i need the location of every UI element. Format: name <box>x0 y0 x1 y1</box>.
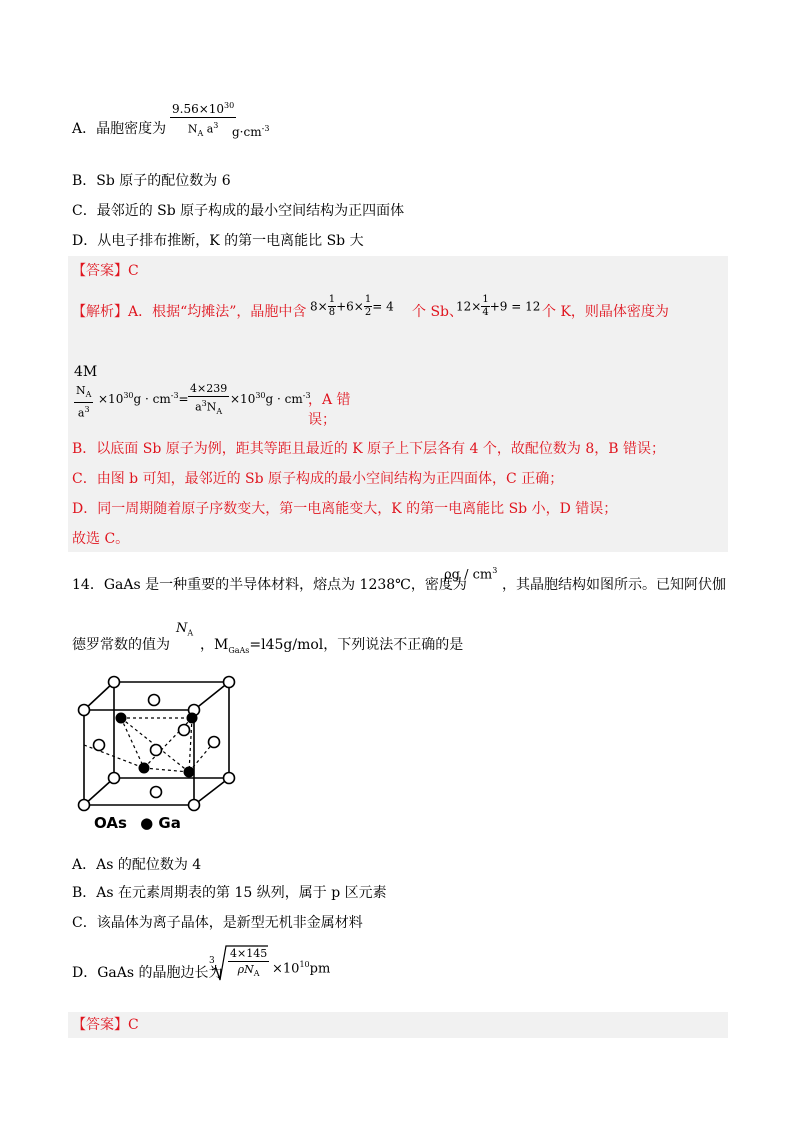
as-atom <box>224 773 235 784</box>
analysis-label: 【解析】 <box>72 304 128 320</box>
q13-option-a-prefix: A．晶胞密度为 <box>72 121 167 137</box>
avogadro-symbol: $N_A$ <box>176 621 194 638</box>
as-atom <box>179 725 190 736</box>
calc-k-count: 12× $\frac{1}{4}$ +9 = 12 <box>456 294 541 318</box>
as-atom <box>151 787 162 798</box>
answer-label: 【答案】 <box>72 263 128 279</box>
ga-atom <box>116 713 127 724</box>
as-atom <box>149 695 160 706</box>
answer-13 <box>72 262 139 280</box>
as-atom <box>109 773 120 784</box>
analysis-13-choose-line: 故选 C。 <box>72 531 130 547</box>
as-atom <box>79 800 90 811</box>
ga-atom <box>184 767 195 778</box>
calc-sb-count: 8× $\frac{1}{8}$ +6× $\frac{1}{2}$ = 4 <box>310 294 394 318</box>
q13-option-a-fraction: $9.56\times 10^{30}$ $N_A$ $a^3$ <box>170 98 236 142</box>
legend-ga: ● Ga <box>140 814 181 832</box>
legend-as: OAs <box>94 814 127 832</box>
density-fraction-1: $N_A$ $a^3$ <box>76 384 92 420</box>
answer-block-14 <box>68 1012 728 1038</box>
density-derivation: 4M $N_A$ $a^3$ $\times 10^{30}g \cdot cm^{-3}=$ 4×239 $a^3N_A$ $\times 10^{30}g \cdot cm^{-3}$ ，A 错误； <box>74 364 351 428</box>
figure-legend <box>94 814 181 832</box>
answer-label: 【答案】 <box>72 1017 128 1033</box>
answer-value: C <box>128 1017 139 1033</box>
analysis-13-d-line: D．同一周期随着原子序数变大，第一电离能变大，K 的第一电离能比 Sb 小，D 错误； <box>72 501 618 517</box>
as-atom <box>94 740 105 751</box>
q13-option-c: C．最邻近的 Sb 原子构成的最小空间结构为正四面体 <box>72 203 405 219</box>
q13-option-a-unit: $g\cdot cm^{-3}$ <box>232 124 270 139</box>
edge-length-fraction: 4×145 $\rho N_A$ <box>230 947 268 979</box>
as-atom <box>224 677 235 688</box>
density-expression: ρg / $cm^3$ <box>444 566 498 583</box>
q13-option-d: D．从电子排布推断，K 的第一电离能比 Sb 大 <box>72 233 364 249</box>
as-atom <box>209 737 220 748</box>
density-top-m: 4M <box>74 364 98 380</box>
answer-14 <box>72 1016 139 1034</box>
as-atom <box>151 745 162 756</box>
answer-value: C <box>128 263 139 279</box>
q14-option-c: C．该晶体为离子晶体，是新型无机非金属材料 <box>72 915 363 931</box>
q14-option-b: B．As 在元素周期表的第 15 纵列，属于 p 区元素 <box>72 885 387 901</box>
as-atom <box>189 800 200 811</box>
density-fraction-2: 4×239 $a^3N_A$ <box>190 382 228 416</box>
q14-option-a: A．As 的配位数为 4 <box>72 857 202 873</box>
as-atom <box>109 677 120 688</box>
analysis-13-b-line: B．以底面 Sb 原子为例，距其等距且最近的 K 原子上下层各有 4 个，故配位数为 8，B 错误； <box>72 441 666 457</box>
analysis-13-c-line: C．由图 b 可知，最邻近的 Sb 原子构成的最小空间结构为正四面体，C 正确； <box>72 471 564 487</box>
ga-atom <box>187 713 198 724</box>
q13-option-b: B．Sb 原子的配位数为 6 <box>72 173 231 189</box>
ga-atom <box>139 763 150 774</box>
as-atom <box>79 705 90 716</box>
